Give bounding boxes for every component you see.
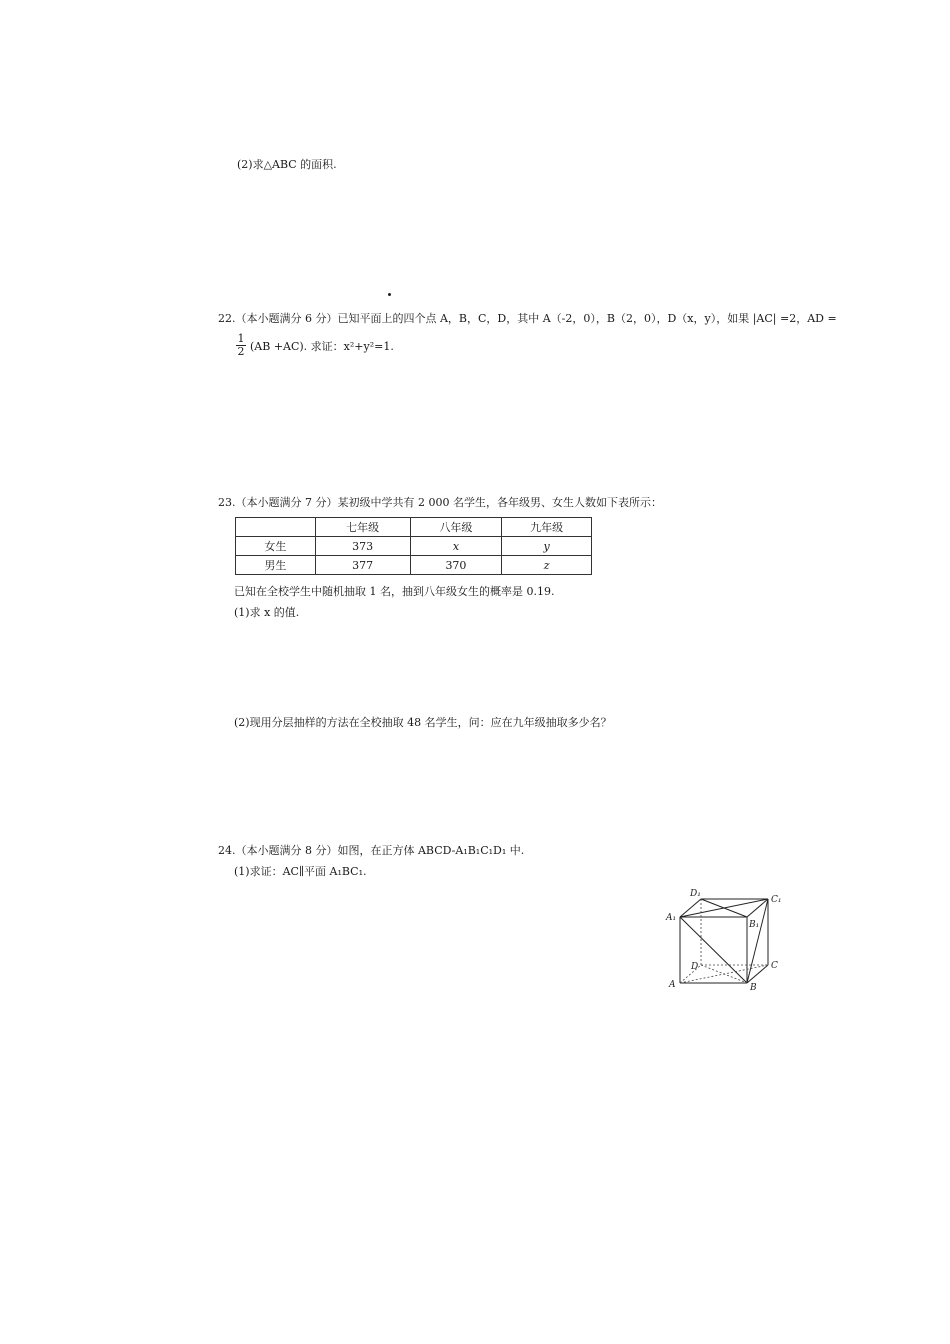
grade-gender-table [235,517,592,575]
table-header-row [236,518,592,537]
table-cell: 男生 [236,556,316,575]
table-cell: 373 [315,537,410,556]
table-header-cell: 八年级 [410,518,502,537]
cube-figure [660,882,790,992]
label-a: A [669,980,676,990]
edge-bc [747,965,768,983]
q24-statement: 24.（本小题满分 8 分）如图，在正方体 ABCD-A₁B₁C₁D₁ 中. [218,844,525,857]
table-cell: y [502,537,592,556]
label-b1: B₁ [749,920,760,930]
q22-fraction-numerator: 1 [237,332,245,345]
label-a1: A₁ [666,913,677,923]
q22-fraction-denominator: 2 [237,345,245,358]
q22-statement-cont: (AB +AC). 求证：x²+y²=1. [250,340,394,353]
label-d1: D₁ [690,889,701,899]
q23-given: 已知在全校学生中随机抽取 1 名，抽到八年级女生的概率是 0.19. [234,585,555,598]
table-row [236,537,592,556]
label-d: D [691,962,699,972]
table-cell: 女生 [236,537,316,556]
edge-a1d1 [680,899,701,917]
table-cell: z [502,556,592,575]
table-cell: x [410,537,502,556]
table-row [236,556,592,575]
q22-statement: 22.（本小题满分 6 分）已知平面上的四个点 A，B，C，D，其中 A（-2，0），B（2，0），D（x，y），如果 |AC| =2，AD = [218,312,837,325]
q23-statement: 23.（本小题满分 7 分）某初级中学共有 2 000 名学生，各年级男、女生人数如下表所示： [218,496,662,509]
table-header-cell: 九年级 [502,518,592,537]
q22-fraction [236,333,246,358]
label-c1: C₁ [771,895,782,905]
diagonal-c1b [747,899,768,983]
label-b: B [750,983,757,992]
stray-mark [388,293,391,296]
table-header-cell [236,518,316,537]
q24-part1: (1)求证：AC∥平面 A₁BC₁. [234,865,367,878]
table-cell: 370 [410,556,502,575]
table-cell: 377 [315,556,410,575]
diagonal-a1b [680,917,747,983]
q23-part1: (1)求 x 的值. [234,606,300,619]
q21-part2: (2)求△ABC 的面积. [237,158,337,171]
table-header-cell: 七年级 [315,518,410,537]
label-c: C [771,961,778,971]
edge-b1c1 [747,899,768,917]
hidden-diagonal-db [701,965,747,983]
q23-part2: (2)现用分层抽样的方法在全校抽取 48 名学生，问：应在九年级抽取多少名？ [234,716,612,729]
diagonal-d1b1 [701,899,747,917]
